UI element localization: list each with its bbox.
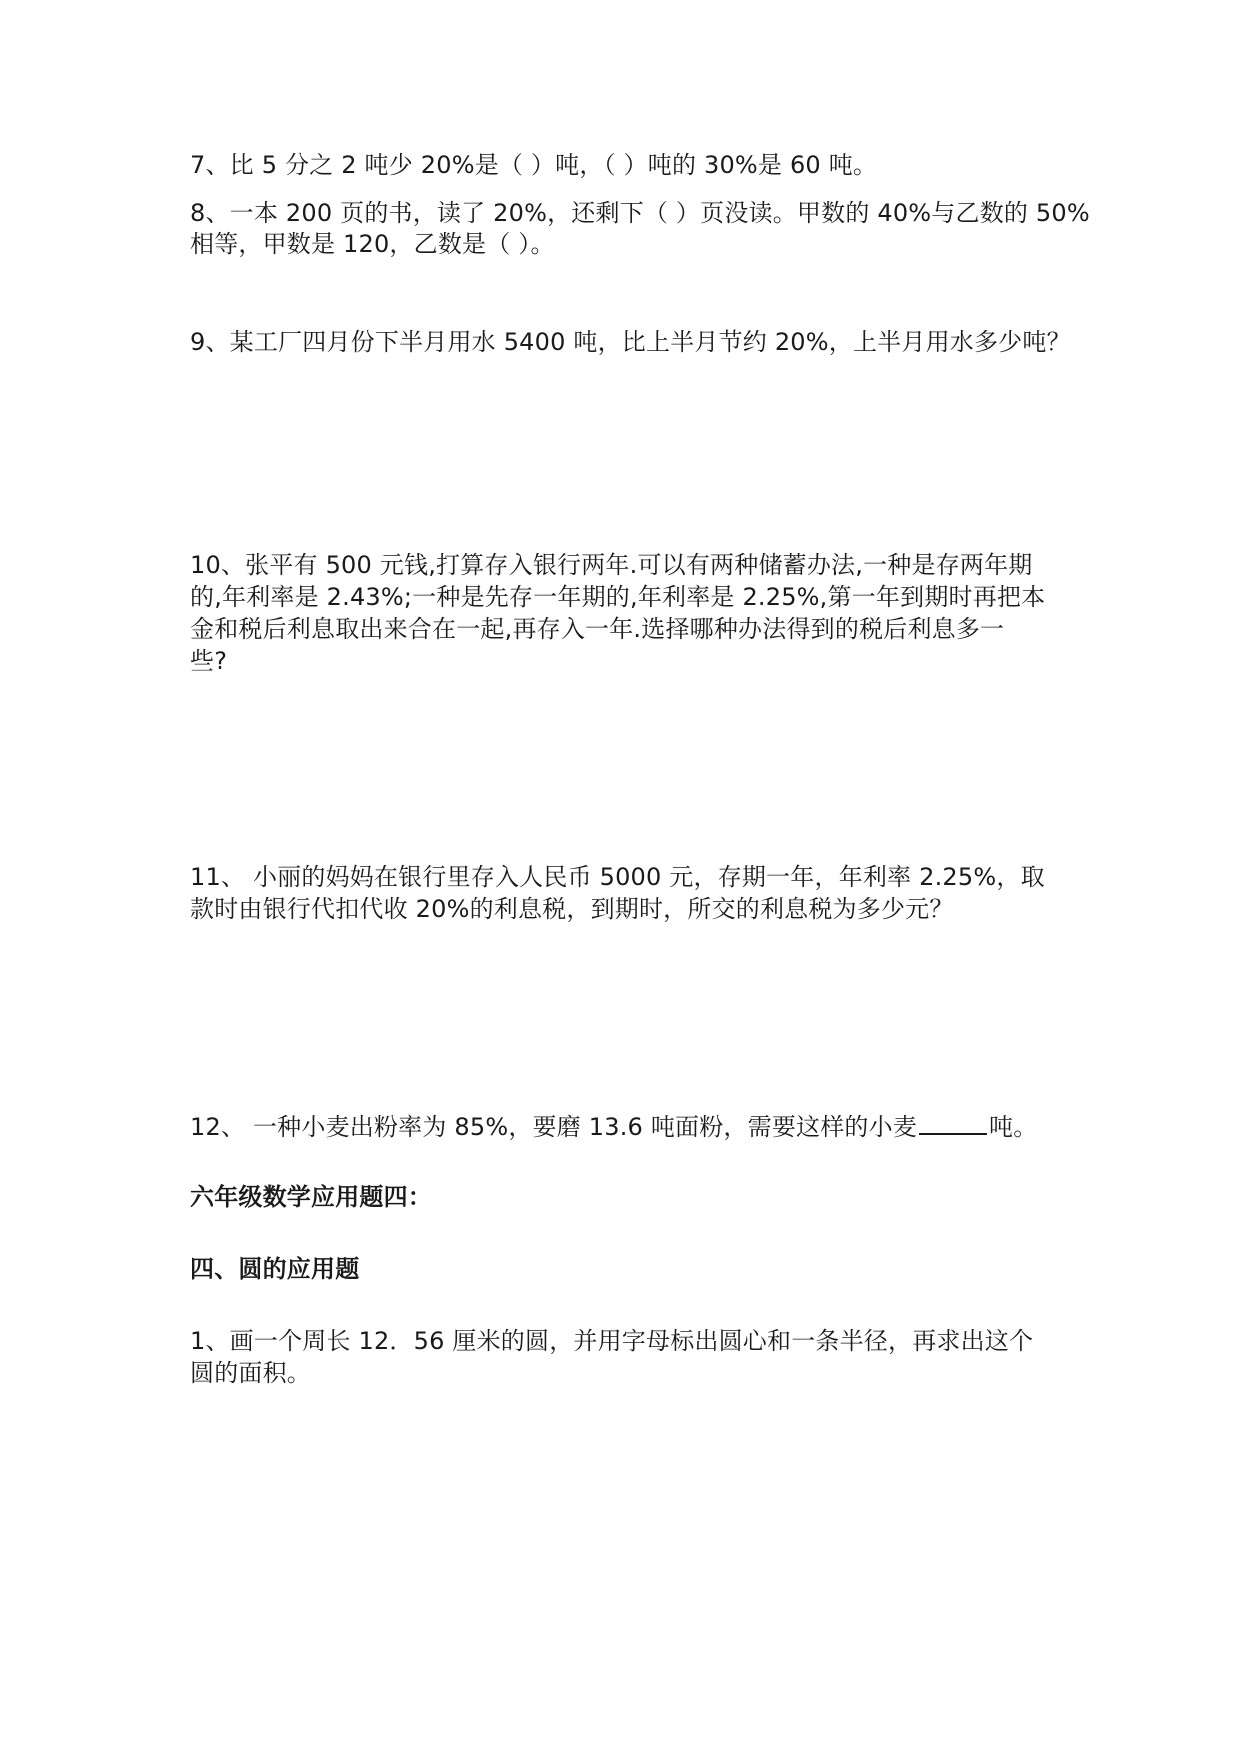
question-10-line-1: 10、张平有 500 元钱,打算存入银行两年.可以有两种储蓄办法,一种是存两年期: [190, 551, 1033, 579]
question-12-line: [190, 1110, 1037, 1144]
question-8-line-2: 相等，甲数是 120，乙数是（ ）。: [190, 230, 555, 258]
question-7-line-1: 7、比 5 分之 2 吨少 20%是（ ）吨，（ ）吨的 30%是 60 吨。: [190, 151, 878, 179]
question-10-line-2: 的,年利率是 2.43%;一种是先存一年期的,年利率是 2.25%,第一年到期时再把本: [190, 583, 1046, 611]
question-12-unit: 吨。: [989, 1113, 1038, 1141]
circle-question-1-line-1: 1、画一个周长 12．56 厘米的圆，并用字母标出圆心和一条半径，再求出这个: [190, 1327, 1034, 1355]
question-12-text: 12、 一种小麦出粉率为 85%，要磨 13.6 吨面粉，需要这样的小麦: [190, 1113, 918, 1141]
question-10-line-4: 些?: [190, 647, 228, 675]
question-11-line-1: 11、 小丽的妈妈在银行里存入人民币 5000 元，存期一年，年利率 2.25%，取: [190, 863, 1045, 891]
circle-question-1-line-2: 圆的面积。: [190, 1359, 311, 1387]
section-heading: 六年级数学应用题四：: [190, 1183, 432, 1211]
question-8-line-1: 8、一本 200 页的书，读了 20%，还剩下（ ）页没读。甲数的 40%与乙数的 50%: [190, 199, 1090, 227]
answer-blank: [919, 1111, 987, 1135]
question-10-line-3: 金和税后利息取出来合在一起,再存入一年.选择哪种办法得到的税后利息多一: [190, 615, 1005, 643]
question-9-line-1: 9、某工厂四月份下半月用水 5400 吨，比上半月节约 20%，上半月用水多少吨？: [190, 328, 1071, 356]
section-subheading: 四、圆的应用题: [190, 1255, 360, 1283]
question-11-line-2: 款时由银行代扣代收 20%的利息税，到期时，所交的利息税为多少元？: [190, 895, 954, 923]
